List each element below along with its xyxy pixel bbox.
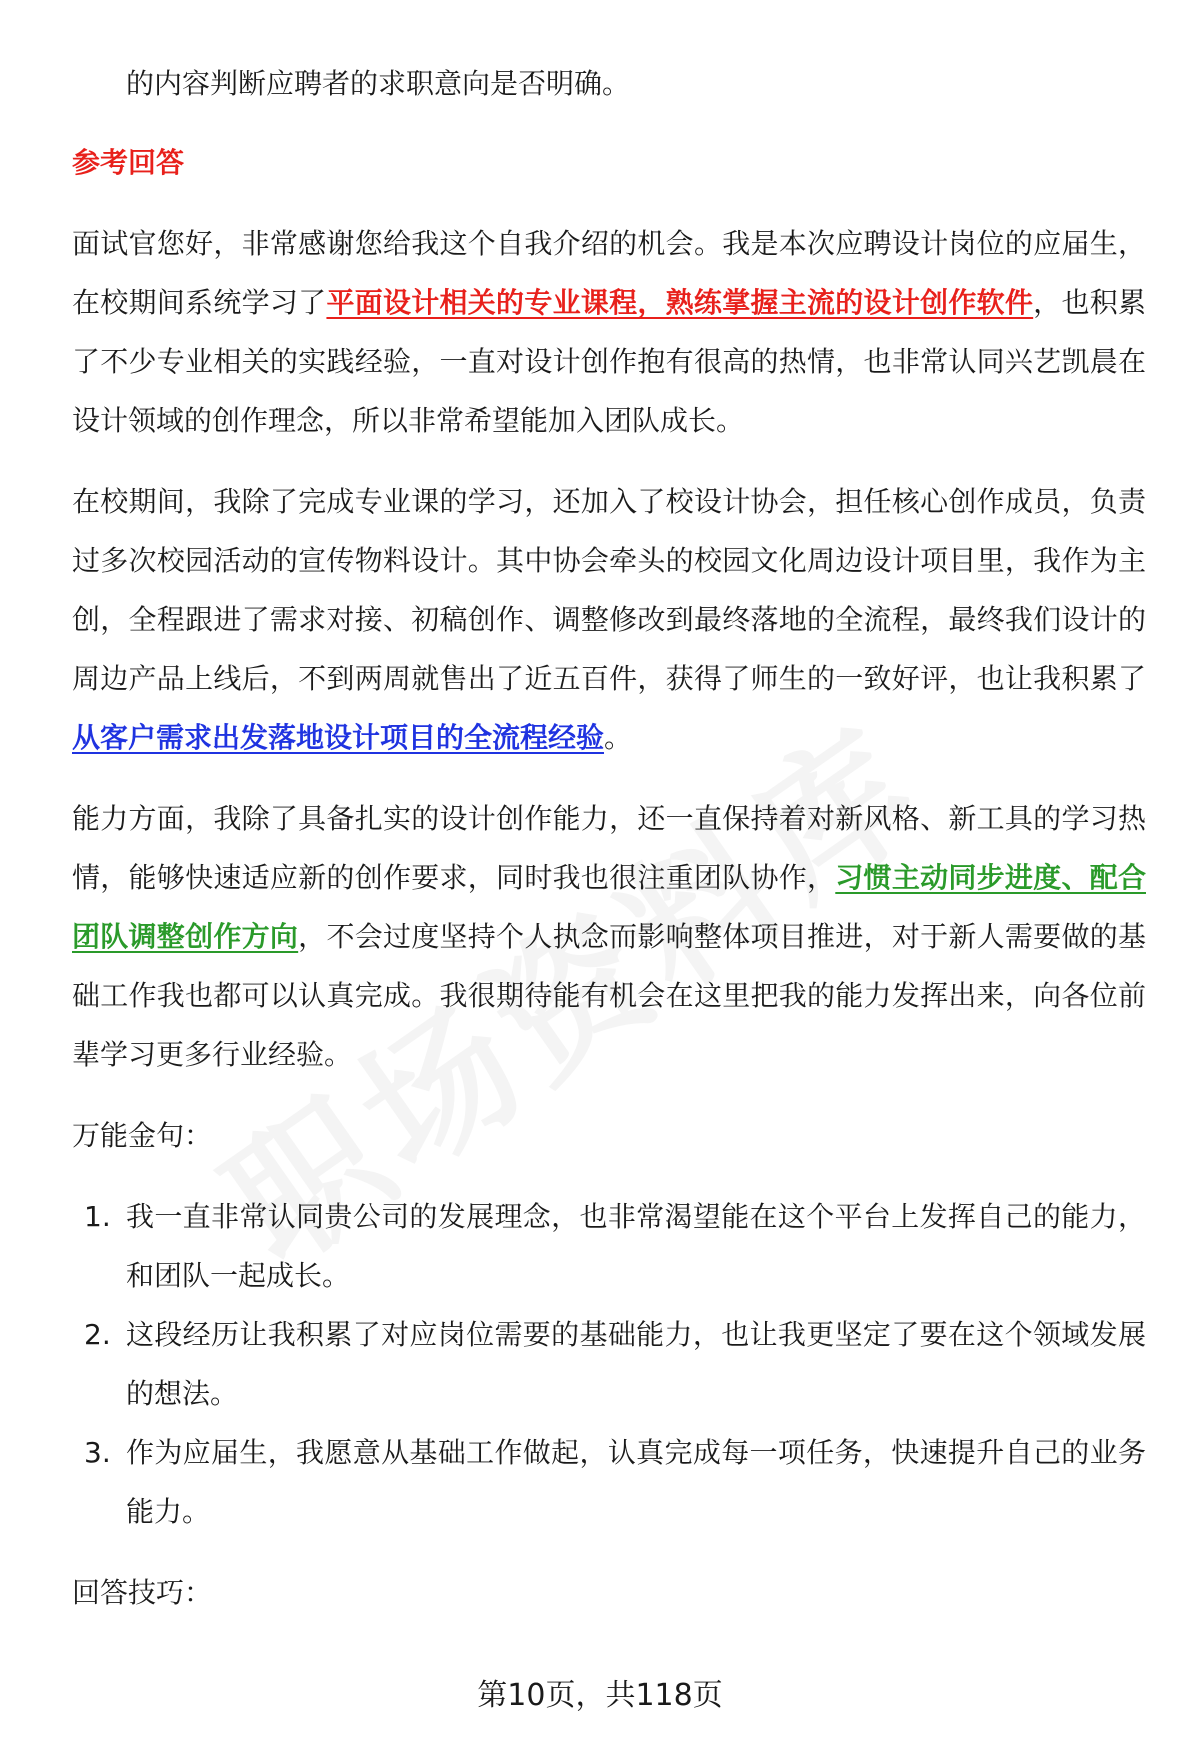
golden-phrases-label: 万能金句：	[72, 1119, 213, 1152]
list-item	[72, 1423, 1146, 1541]
list-item-number: 2.	[84, 1318, 111, 1351]
p2-text-after: 。	[604, 721, 633, 754]
p3-text-before: 能力方面，我除了具备扎实的设计创作能力，还一直保持着对新风格、新工具的学习热情，能够快速适应新的创作要求，同时我也很注重团队协作，	[72, 802, 1146, 894]
answer-paragraph-2	[72, 472, 1146, 767]
p2-text-before: 在校期间，我除了完成专业课的学习，还加入了校设计协会，担任核心创作成员，负责过多次校园活动的宣传物料设计。其中协会牵头的校园文化周边设计项目里，我作为主创，全程跟进了需求对接、初稿创作、调整修改到最终落地的全流程，最终我们设计的周边产品上线后，不到两周就售出了近五百件，获得了师生的一致好评，也让我积累了	[72, 485, 1146, 695]
reference-answer-heading: 参考回答	[72, 146, 185, 179]
golden-phrases-list	[72, 1187, 1146, 1541]
answer-paragraph-3	[72, 789, 1146, 1084]
list-item	[72, 1305, 1146, 1423]
p1-red-highlight: 平面设计相关的专业课程，熟练掌握主流的设计创作软件	[326, 286, 1034, 319]
page-number-footer: 第10页，共118页	[477, 1678, 723, 1713]
p1-text-after: ，也积累了不少专业相关的实践经验，一直对设计创作抱有很高的热情，也非常认同兴艺凯晨在设计领域的创作理念，所以非常希望能加入团队成长。	[72, 286, 1146, 437]
intro-tail: 的内容判断应聘者的求职意向是否明确。	[126, 67, 631, 100]
list-item-text: 这段经历让我积累了对应岗位需要的基础能力，也让我更坚定了要在这个领域发展的想法。	[126, 1318, 1146, 1410]
list-item-text: 作为应届生，我愿意从基础工作做起，认真完成每一项任务，快速提升自己的业务能力。	[126, 1436, 1146, 1528]
list-item-number: 1.	[84, 1200, 111, 1233]
page-content	[72, 54, 1146, 1622]
list-item	[72, 1187, 1146, 1305]
list-item-number: 3.	[84, 1436, 111, 1469]
answer-tips-label: 回答技巧：	[72, 1576, 213, 1609]
p3-text-after: ，不会过度坚持个人执念而影响整体项目推进，对于新人需要做的基础工作我也都可以认真完成。我很期待能有机会在这里把我的能力发挥出来，向各位前辈学习更多行业经验。	[72, 920, 1146, 1071]
p3-green-highlight: 习惯主动同步进度、配合团队调整创作方向	[72, 861, 1146, 953]
p2-blue-highlight: 从客户需求出发落地设计项目的全流程经验	[72, 721, 605, 754]
answer-paragraph-1	[72, 214, 1146, 450]
p1-text-before: 面试官您好，非常感谢您给我这个自我介绍的机会。我是本次应聘设计岗位的应届生，在校期间系统学习了	[72, 227, 1146, 319]
list-item-text: 我一直非常认同贵公司的发展理念，也非常渴望能在这个平台上发挥自己的能力，和团队一起成长。	[126, 1200, 1146, 1292]
